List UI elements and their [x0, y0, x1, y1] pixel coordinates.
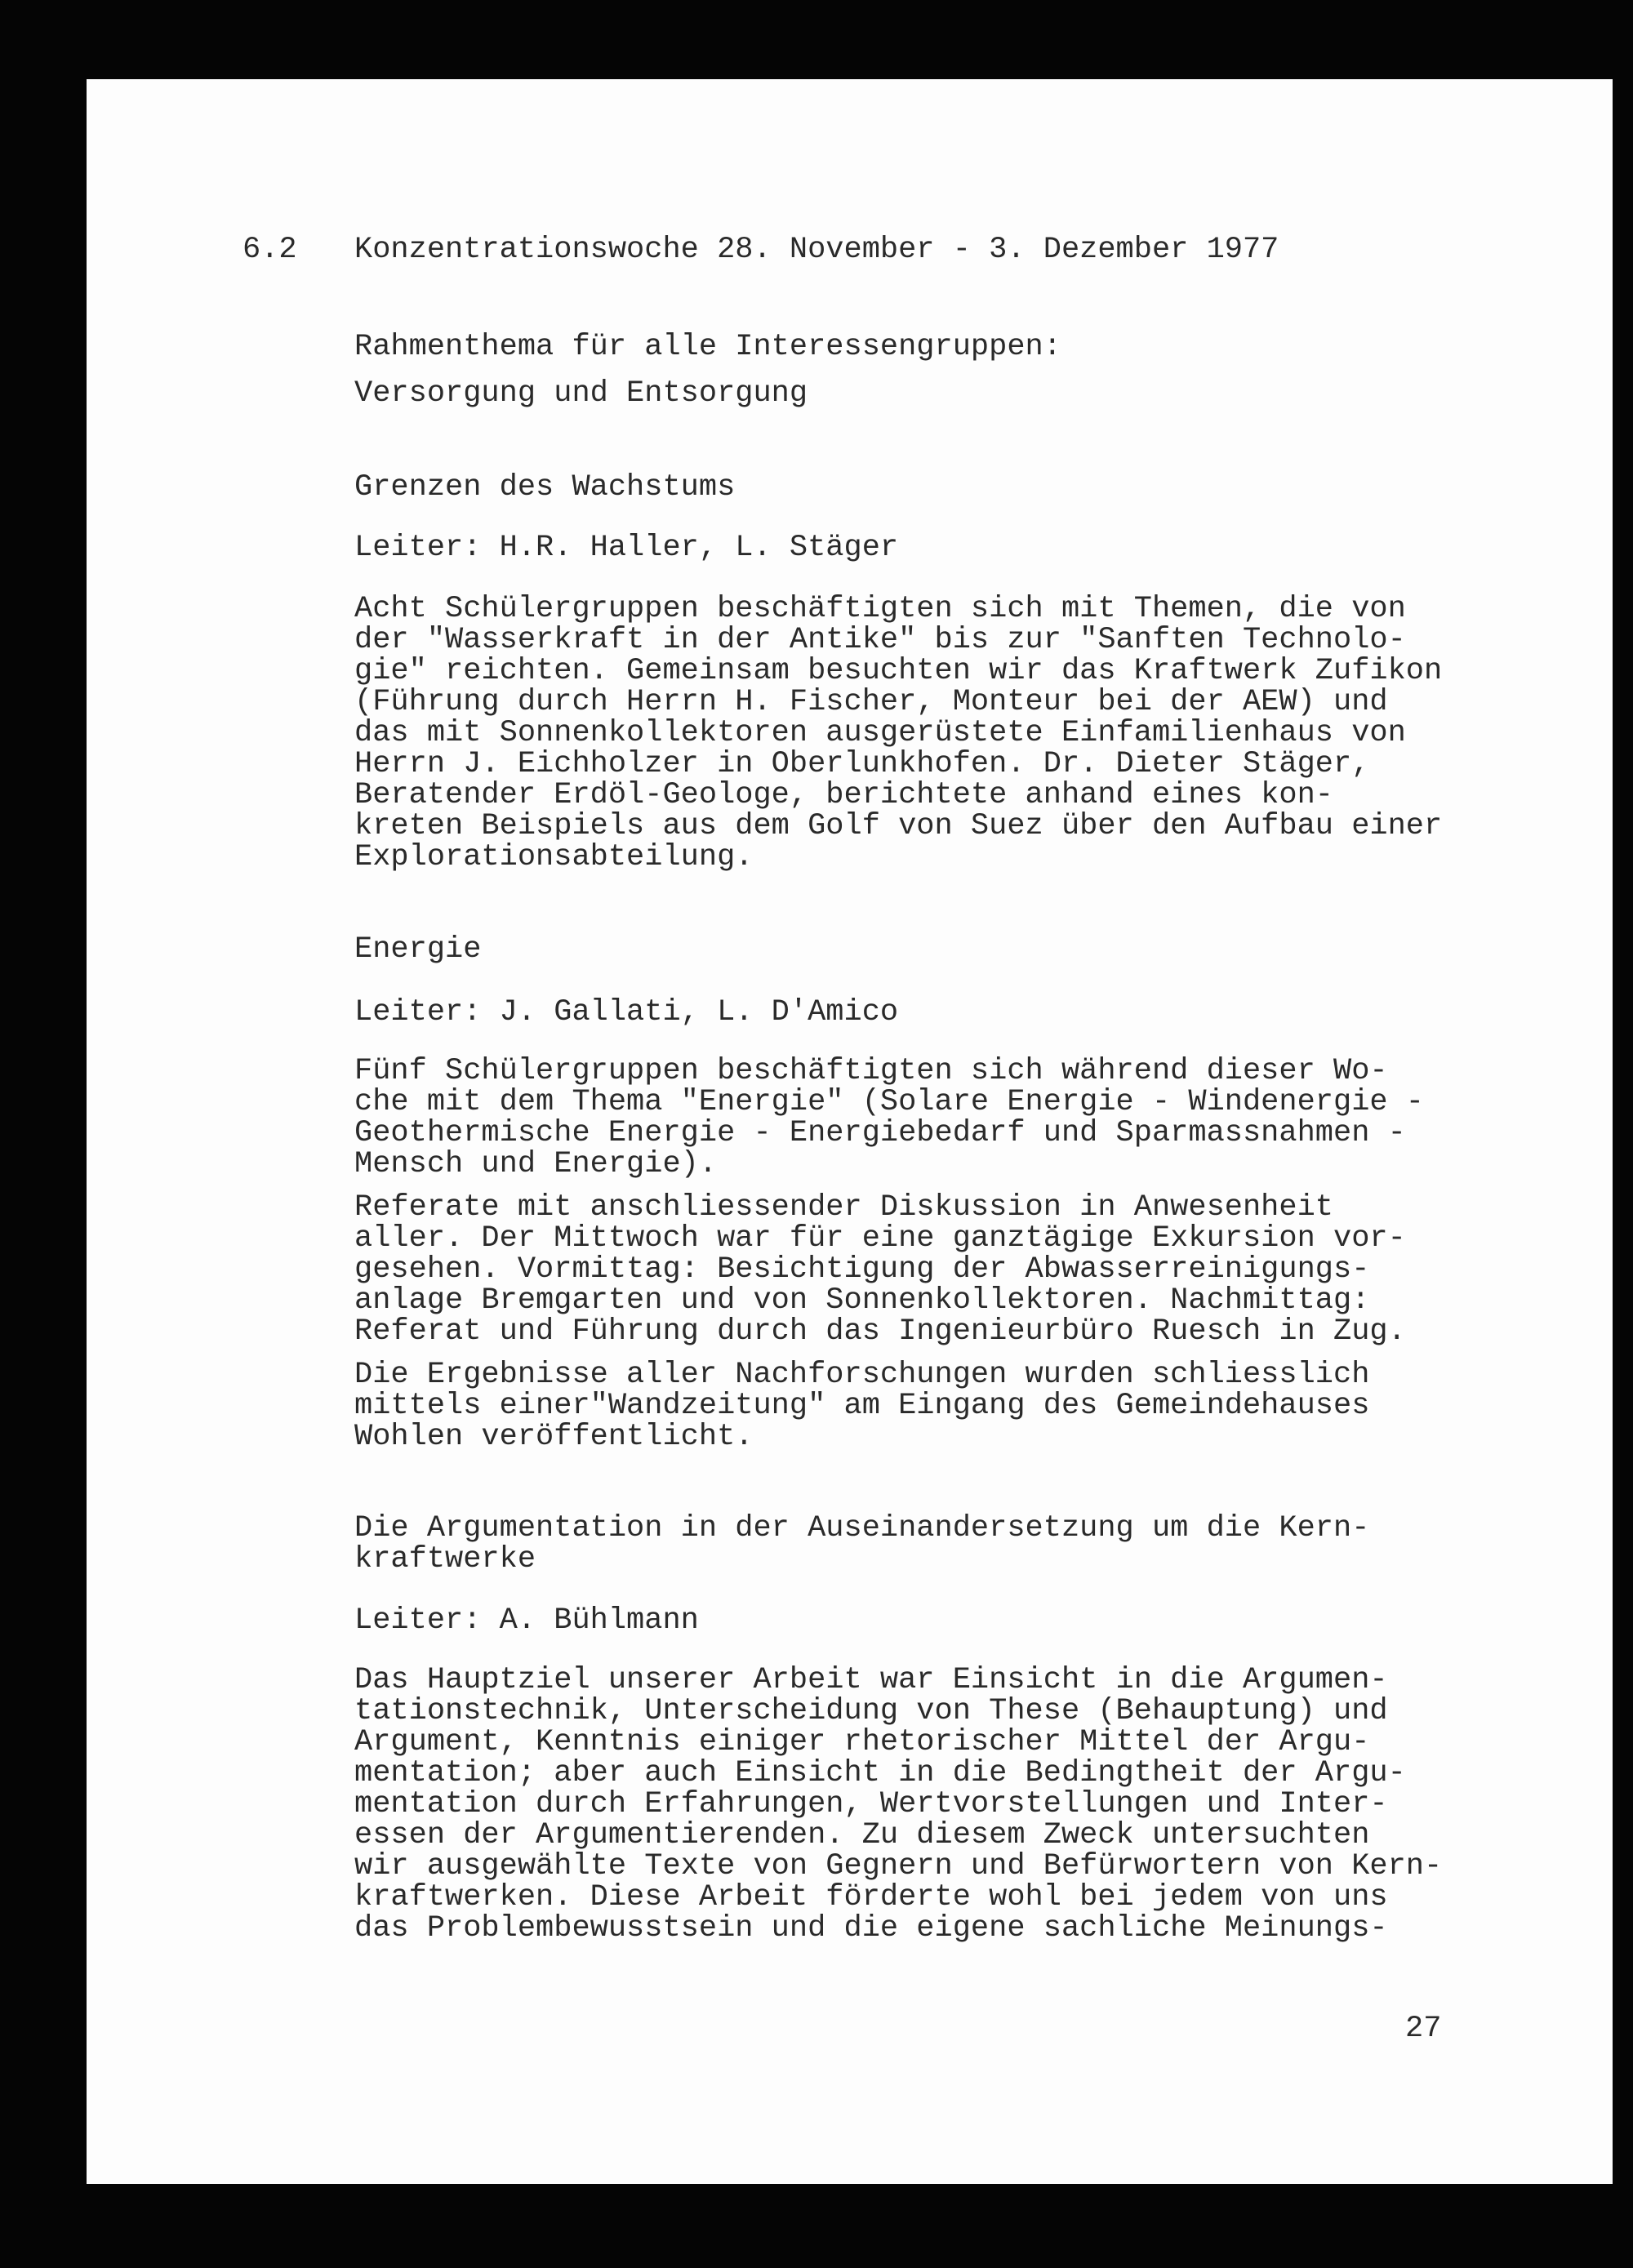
text-line: aller. Der Mittwoch war für eine ganztägige Exkursion vor-	[354, 1221, 1406, 1256]
text-line: Die Ergebnisse aller Nachforschungen wurden schliesslich	[354, 1358, 1370, 1392]
intro-theme: Versorgung und Entsorgung	[354, 376, 808, 411]
group-leader	[354, 532, 898, 563]
text-line: tationstechnik, Unterscheidung von These (Behauptung) und	[354, 1694, 1388, 1728]
text-line: Explorationsabteilung.	[354, 840, 754, 874]
text-line: Acht Schülergruppen beschäftigten sich mit Themen, die von	[354, 592, 1406, 626]
text-line: wir ausgewählte Texte von Gegnern und Befürwortern von Kern-	[354, 1849, 1443, 1883]
text-line: Referat und Führung durch das Ingenieurbüro Ruesch in Zug.	[354, 1314, 1406, 1349]
text-line: Wohlen veröffentlicht.	[354, 1420, 754, 1454]
text-line: das mit Sonnenkollektoren ausgerüstete Einfamilienhaus von	[354, 716, 1406, 750]
page-number: 27	[1405, 2012, 1442, 2046]
text-line: Herrn J. Eichholzer in Oberlunkhofen. Dr. Dieter Stäger,	[354, 747, 1370, 781]
text-line: anlage Bremgarten und von Sonnenkollektoren. Nachmittag:	[354, 1283, 1370, 1318]
text-line: gesehen. Vormittag: Besichtigung der Abwasserreinigungs-	[354, 1252, 1370, 1287]
group-title	[354, 1513, 1369, 1575]
paragraph	[354, 1665, 1442, 1944]
text-line: essen der Argumentierenden. Zu diesem Zweck untersuchten	[354, 1818, 1370, 1852]
leader-text: Leiter: J. Gallati, L. D'Amico	[354, 995, 899, 1029]
intro-theme-label: Rahmenthema für alle Interessengruppen:	[354, 330, 1061, 364]
group-leader	[354, 997, 898, 1028]
text-line: Beratender Erdöl-Geologe, berichtete anhand eines kon-	[354, 778, 1333, 812]
text-line: kreten Beispiels aus dem Golf von Suez über den Aufbau einer	[354, 809, 1443, 843]
text-line: gie" reichten. Gemeinsam besuchten wir das Kraftwerk Zufikon	[354, 654, 1443, 688]
text-line: Fünf Schülergruppen beschäftigten sich während dieser Wo-	[354, 1054, 1388, 1088]
text-line: Energie	[354, 932, 482, 967]
text-line: das Problembewusstsein und die eigene sachliche Meinungs-	[354, 1911, 1388, 1946]
text-line: Das Hauptziel unserer Arbeit war Einsicht in die Argumen-	[354, 1663, 1388, 1697]
text-line: mentation durch Erfahrungen, Wertvorstellungen und Inter-	[354, 1787, 1388, 1821]
text-line: (Führung durch Herrn H. Fischer, Monteur bei der AEW) und	[354, 685, 1388, 719]
group-leader	[354, 1605, 699, 1636]
group-title	[354, 472, 735, 503]
leader-text: Leiter: A. Bühlmann	[354, 1603, 699, 1638]
text-line: Die Argumentation in der Auseinandersetzung um die Kern-	[354, 1511, 1370, 1545]
paragraph	[354, 594, 1442, 873]
text-line: mittels einer"Wandzeitung" am Eingang des Gemeindehauses	[354, 1389, 1370, 1423]
section-number: 6.2	[243, 233, 297, 267]
text-line: Geothermische Energie - Energiebedarf und Sparmassnahmen -	[354, 1116, 1406, 1150]
text-line: che mit dem Thema "Energie" (Solare Energie - Windenergie -	[354, 1085, 1425, 1119]
text-line: mentation; aber auch Einsicht in die Bedingtheit der Argu-	[354, 1756, 1406, 1790]
section-title: Konzentrationswoche 28. November - 3. Dezember 1977	[354, 233, 1279, 267]
text-line: Referate mit anschliessender Diskussion in Anwesenheit	[354, 1190, 1333, 1225]
leader-text: Leiter: H.R. Haller, L. Stäger	[354, 531, 899, 565]
paragraph	[354, 1192, 1406, 1347]
paragraph	[354, 1359, 1369, 1452]
text-line: Mensch und Energie).	[354, 1147, 718, 1181]
text-line: Argument, Kenntnis einiger rhetorischer Mittel der Argu-	[354, 1725, 1370, 1759]
text-line: der "Wasserkraft in der Antike" bis zur "Sanften Technolo-	[354, 623, 1406, 657]
group-title	[354, 934, 481, 965]
text-line: kraftwerken. Diese Arbeit förderte wohl bei jedem von uns	[354, 1880, 1388, 1914]
text-line: kraftwerke	[354, 1542, 536, 1576]
text-line: Grenzen des Wachstums	[354, 470, 736, 505]
paragraph	[354, 1056, 1424, 1180]
